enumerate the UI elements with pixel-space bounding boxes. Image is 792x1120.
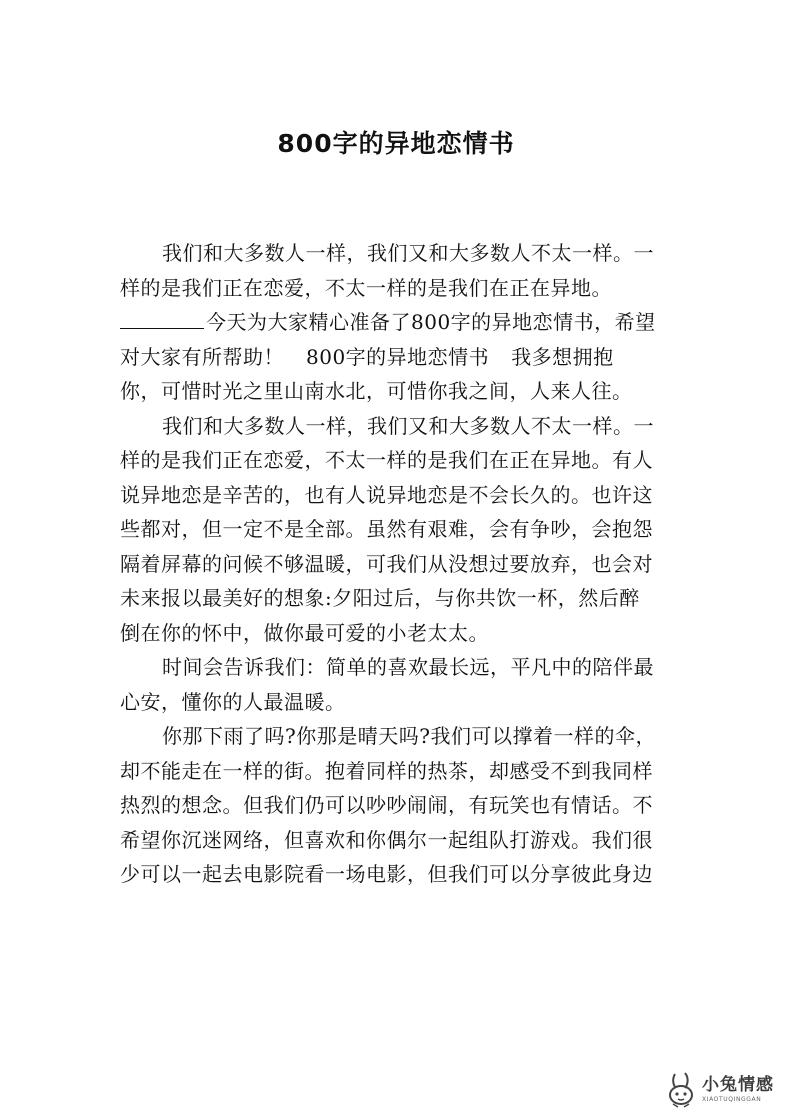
- line-text: 说异地恋是辛苦的，也有人说异地恋是不会长久的。也许这: [120, 482, 653, 507]
- text-line: [120, 236, 672, 271]
- text-line: [120, 512, 672, 547]
- text-line: [120, 271, 672, 306]
- line-text: 热烈的想念。但我们仍可以吵吵闹闹，有玩笑也有情话。不: [120, 793, 653, 817]
- watermark: [664, 1068, 782, 1112]
- line-text: 时间会告诉我们：简单的喜欢最长远，平凡中的陪伴最: [162, 655, 654, 679]
- fill-in-blank: [120, 310, 204, 329]
- text-line: [120, 305, 672, 340]
- line-text: 未来报以最美好的想象:夕阳过后，与你共饮一杯，然后醉: [120, 586, 640, 610]
- text-line: [120, 719, 672, 754]
- text-line: [120, 443, 672, 478]
- line-text: 样的是我们正在恋爱，不太一样的是我们在正在异地。有人: [120, 448, 653, 472]
- line-text: 今天为大家精心准备了800字的异地恋情书，希望: [206, 310, 656, 334]
- line-text: 对大家有所帮助！: [120, 344, 284, 369]
- watermark-subtitle: XIAOTUQINGGAN: [702, 1096, 762, 1103]
- text-line: [120, 685, 672, 720]
- line-text: 倒在你的怀中，做你最可爱的小老太太。: [120, 620, 489, 645]
- text-line: [120, 547, 672, 582]
- line-text-extra: 我多想拥抱: [511, 344, 614, 369]
- rabbit-logo-icon: [664, 1071, 698, 1109]
- text-line: [120, 616, 672, 651]
- line-text: 些都对，但一定不是全部。虽然有艰难，会有争吵，会抱怨: [120, 517, 653, 541]
- text-line: [120, 340, 672, 375]
- line-text: 你那下雨了吗?你那是晴天吗?我们可以撑着一样的伞，: [162, 724, 656, 748]
- line-text: 隔着屏幕的问候不够温暖，可我们从没想过要放弃，也会对: [120, 551, 653, 576]
- line-text: 我们和大多数人一样，我们又和大多数人不太一样。一: [162, 241, 654, 265]
- line-text: 希望你沉迷网络，但喜欢和你偶尔一起组队打游戏。我们很: [120, 827, 653, 852]
- text-line: [120, 788, 672, 823]
- text-line: [120, 823, 672, 858]
- line-text: 少可以一起去电影院看一场电影，但我们可以分享彼此身边: [120, 862, 653, 886]
- page-title: 800字的异地恋情书: [277, 129, 515, 158]
- watermark-name: 小兔情感: [702, 1075, 774, 1095]
- line-text: 心安，懂你的人最温暖。: [120, 689, 346, 714]
- body-text: [120, 236, 672, 892]
- text-line: [120, 857, 672, 892]
- text-line: [120, 374, 672, 409]
- line-text: 却不能走在一样的街。抱着同样的热茶，却感受不到我同样: [120, 758, 653, 783]
- line-text-extra: 800字的异地恋情书: [306, 344, 490, 369]
- text-line: [120, 581, 672, 616]
- line-text: 样的是我们正在恋爱，不太一样的是我们在正在异地。: [120, 275, 612, 300]
- line-text: 你，可惜时光之里山南水北，可惜你我之间，人来人往。: [120, 379, 633, 403]
- text-line: [120, 409, 672, 444]
- line-text: 我们和大多数人一样，我们又和大多数人不太一样。一: [162, 413, 654, 438]
- text-line: [120, 754, 672, 789]
- text-line: [120, 650, 672, 685]
- text-line: [120, 478, 672, 513]
